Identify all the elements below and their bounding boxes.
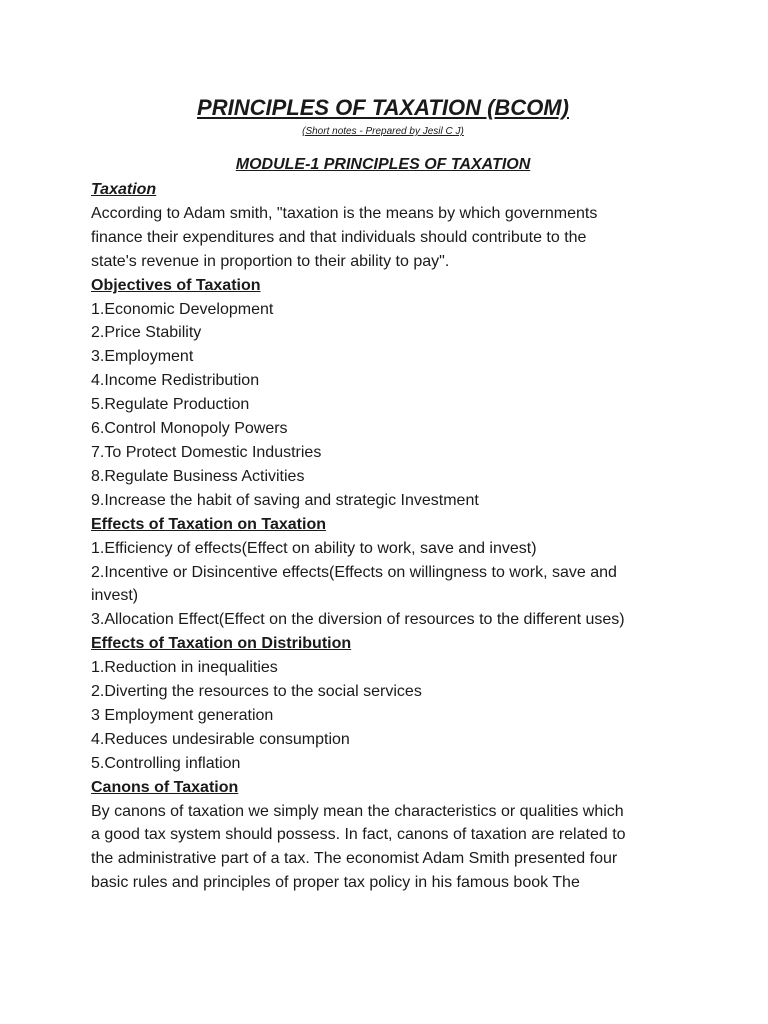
document-title: PRINCIPLES OF TAXATION (BCOM)	[197, 95, 569, 120]
distribution-item: 4.Reduces undesirable consumption	[91, 730, 350, 748]
canons-line: the administrative part of a tax. The economist Adam Smith presented four	[91, 850, 618, 868]
effects-taxation-heading: Effects of Taxation on Taxation	[91, 515, 326, 533]
effects-taxation-line: 3.Allocation Effect(Effect on the diversion of resources to the different uses)	[91, 611, 625, 629]
effects-taxation-line: 1.Efficiency of effects(Effect on ability to work, save and invest)	[91, 539, 537, 557]
taxation-heading: Taxation	[91, 181, 157, 198]
objective-item: 3.Employment	[91, 348, 194, 366]
objective-item: 4.Income Redistribution	[91, 372, 260, 390]
objective-item: 2.Price Stability	[91, 324, 202, 342]
effects-distribution-heading: Effects of Taxation on Distribution	[91, 635, 352, 653]
document-body	[91, 178, 691, 895]
canons-line: a good tax system should possess. In fact, canons of taxation are related to	[91, 826, 626, 844]
objectives-heading: Objectives of Taxation	[91, 276, 261, 294]
distribution-item: 3 Employment generation	[91, 706, 274, 724]
objective-item: 1.Economic Development	[91, 300, 274, 318]
objective-item: 9.Increase the habit of saving and strategic Investment	[91, 491, 479, 509]
canons-line: By canons of taxation we simply mean the characteristics or qualities which	[91, 802, 624, 820]
taxation-definition-line: state's revenue in proportion to their ability to pay".	[91, 252, 450, 270]
effects-taxation-line: 2.Incentive or Disincentive effects(Effects on willingness to work, save and	[91, 563, 617, 581]
taxation-definition-line: According to Adam smith, "taxation is the means by which governments	[91, 204, 598, 222]
canons-line: basic rules and principles of proper tax policy in his famous book The	[91, 874, 580, 892]
objective-item: 7.To Protect Domestic Industries	[91, 443, 322, 461]
distribution-item: 5.Controlling inflation	[91, 754, 241, 772]
canons-heading: Canons of Taxation	[91, 778, 239, 796]
objective-item: 8.Regulate Business Activities	[91, 467, 305, 485]
effects-taxation-line: invest)	[91, 587, 139, 605]
taxation-definition-line: finance their expenditures and that individuals should contribute to the	[91, 228, 587, 246]
document-subtitle: (Short notes - Prepared by Jesil C J)	[302, 126, 464, 137]
distribution-item: 2.Diverting the resources to the social services	[91, 683, 422, 701]
distribution-item: 1.Reduction in inequalities	[91, 659, 278, 677]
module-heading: MODULE-1 PRINCIPLES OF TAXATION	[235, 156, 531, 173]
objective-item: 5.Regulate Production	[91, 396, 250, 414]
objective-item: 6.Control Monopoly Powers	[91, 420, 288, 438]
